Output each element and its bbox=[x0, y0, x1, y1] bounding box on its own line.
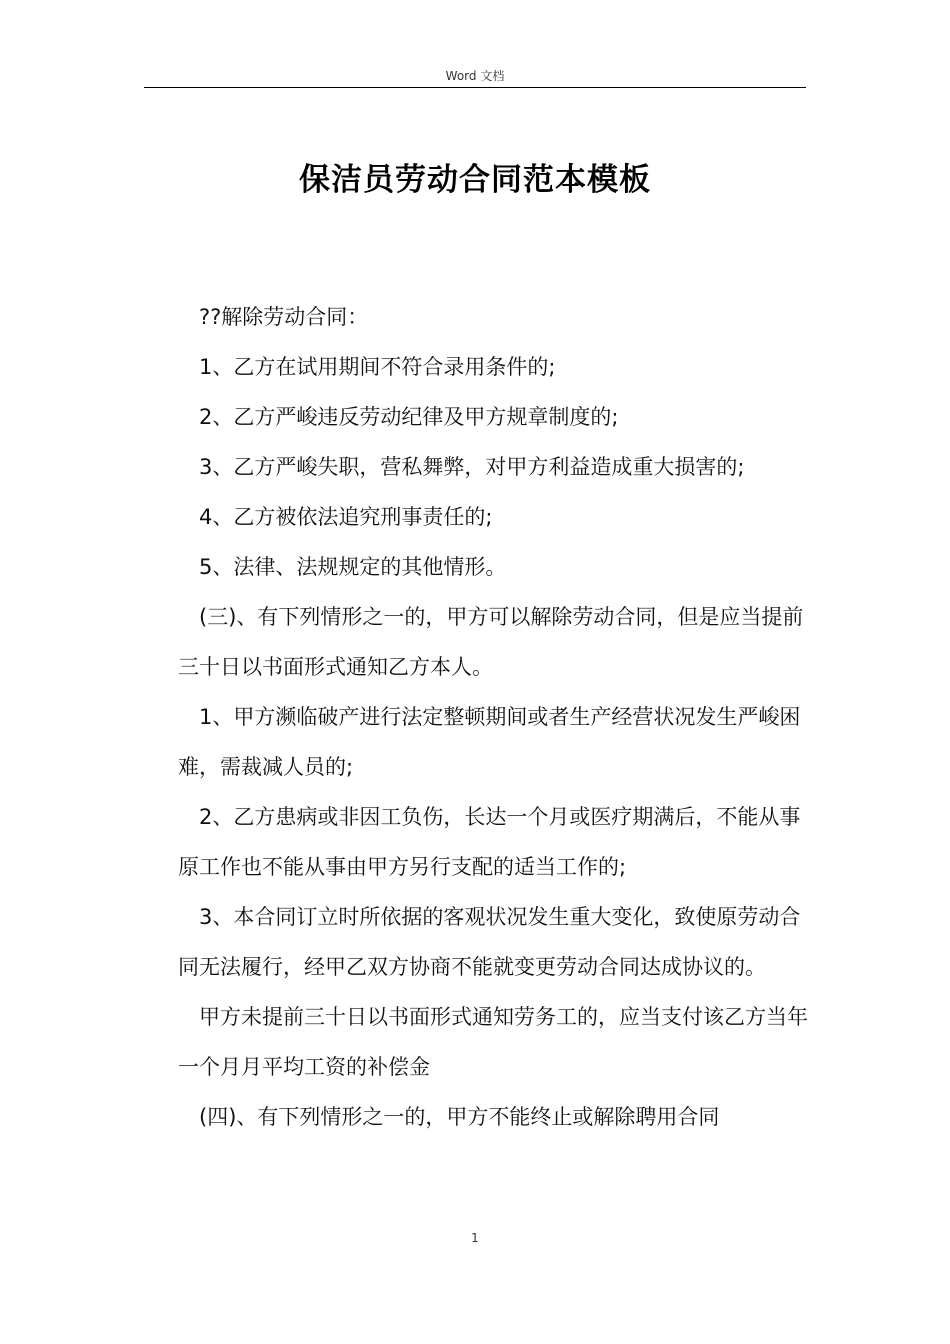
paragraph: 3、本合同订立时所依据的客观状况发生重大变化，致使原劳动合同无法履行，经甲乙双方协商不能就变更劳动合同达成协议的。 bbox=[178, 905, 801, 979]
document-title: 保洁员劳动合同范本模板 bbox=[299, 162, 651, 198]
paragraph: 2、乙方严峻违反劳动纪律及甲方规章制度的; bbox=[199, 405, 619, 429]
paragraph: 1、甲方濒临破产进行法定整顿期间或者生产经营状况发生严峻困难，需裁减人员的; bbox=[178, 705, 801, 779]
paragraph: 5、法律、法规规定的其他情形。 bbox=[199, 555, 507, 579]
paragraph: 3、乙方严峻失职，营私舞弊，对甲方利益造成重大损害的; bbox=[199, 455, 745, 479]
paragraph: (三)、有下列情形之一的，甲方可以解除劳动合同，但是应当提前三十日以书面形式通知乙方本人。 bbox=[178, 605, 804, 679]
paragraph: 甲方未提前三十日以书面形式通知劳务工的，应当支付该乙方当年一个月月平均工资的补偿金 bbox=[178, 1005, 808, 1079]
paragraph: 4、乙方被依法追究刑事责任的; bbox=[199, 505, 493, 529]
page-header: Word 文档 bbox=[445, 69, 505, 83]
page-number: 1 bbox=[471, 1231, 479, 1245]
paragraph: 1、乙方在试用期间不符合录用条件的; bbox=[199, 355, 556, 379]
header-rule bbox=[144, 87, 806, 88]
paragraph: ??解除劳动合同： bbox=[199, 305, 369, 329]
paragraph: 2、乙方患病或非因工负伤，长达一个月或医疗期满后，不能从事原工作也不能从事由甲方另行支配的适当工作的; bbox=[178, 805, 801, 879]
document-body bbox=[178, 292, 810, 1142]
paragraph: (四)、有下列情形之一的，甲方不能终止或解除聘用合同 bbox=[199, 1105, 720, 1129]
